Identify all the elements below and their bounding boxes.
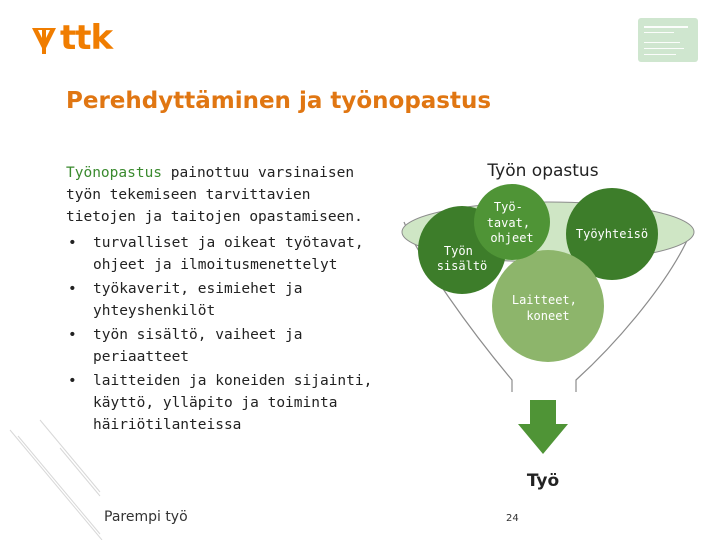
down-arrow-icon [518,400,568,454]
label-line: tavat, [486,216,531,230]
label-line: Työ- [493,200,523,214]
intro-rest: painottuu varsinaisen työn tekemiseen tarvittavien tietojen ja taitojen opastamiseen. [66,165,363,225]
intro-highlight: Työnopastus [66,165,163,181]
label-tyoyhteiso [576,227,648,241]
bullet-text: työkaverit, esimiehet ja yhteyshenkilöt [93,281,303,319]
label-line: sisältö [436,259,488,273]
label-line: ohjeet [490,231,534,245]
logo-text: ttk [60,18,113,58]
bullet-text: turvalliset ja oikeat työtavat, ohjeet ja ilmoitusmenettelyt [93,235,364,273]
label-line: Työyhteisö [575,227,649,241]
result-label: Työ [526,471,560,491]
footer-text: Parempi työ [104,509,188,525]
label-tyotavat [487,200,538,245]
page-number: 24 [506,513,519,524]
bullet-dot: • [68,373,77,389]
label-line: koneet [526,309,570,323]
label-line: Työn [443,244,473,258]
diagram-title: Työn opastus [487,161,599,181]
decorative-lines [10,420,102,540]
label-tyon-sisalto [437,244,488,273]
bullet-dot: • [68,327,77,343]
bullet-dot: • [68,235,77,251]
bullet-dot: • [68,281,77,297]
bullet-text: työn sisältö, vaiheet ja periaatteet [93,327,303,365]
bullet-text: laitteiden ja koneiden sijainti, käyttö, ylläpito ja toiminta häiriötilanteissa [93,373,373,433]
slide-title: Perehdyttäminen ja työnopastus [66,88,492,114]
label-line: Laitteet, [511,293,577,307]
